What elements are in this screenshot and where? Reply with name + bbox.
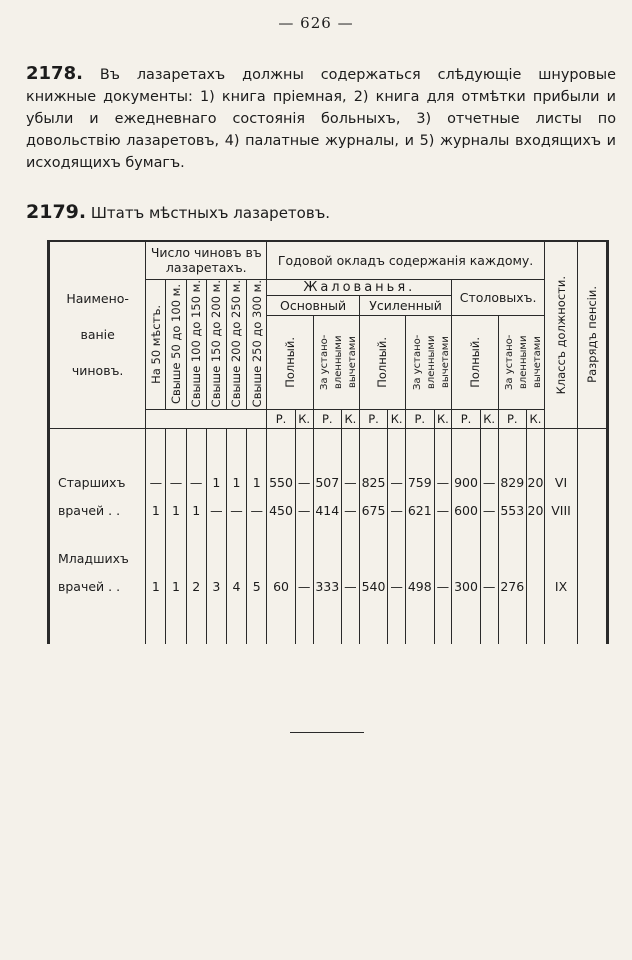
net-col: За устано- вленными вычетами <box>498 315 544 409</box>
unit-kop: К. <box>295 409 313 428</box>
net-col: За устано- вленными вычетами <box>406 315 452 409</box>
unit-kop: К. <box>342 409 360 428</box>
size-col: Свыше 200 до 250 м. <box>226 279 246 409</box>
full-col: Полный. <box>267 315 313 409</box>
unit-rub: Р. <box>406 409 434 428</box>
osnovnoy-header: Основный <box>267 295 360 315</box>
unit-kop: К. <box>434 409 452 428</box>
stolovykh-header: Столовыхъ. <box>452 279 545 315</box>
table-row: Младшихъ <box>49 544 608 572</box>
unit-kop: К. <box>388 409 406 428</box>
full-col: Полный. <box>452 315 498 409</box>
size-col: Свыше 100 до 150 м. <box>186 279 206 409</box>
pension-header: Разрядъ пенсіи. <box>578 241 608 428</box>
full-col: Полный. <box>359 315 405 409</box>
section-divider <box>290 732 364 733</box>
article-2178 <box>26 63 616 174</box>
size-col: На 50 мѣстъ. <box>146 279 166 409</box>
name-header: Наимено- ваніе чиновъ. <box>49 241 146 428</box>
article-2179 <box>26 201 616 224</box>
unit-rub: Р. <box>452 409 480 428</box>
unit-rub: Р. <box>359 409 387 428</box>
unit-blank <box>146 409 267 428</box>
article-number: 2178. <box>26 63 83 84</box>
class-header: Классъ должности. <box>544 241 577 428</box>
unit-kop: К. <box>480 409 498 428</box>
unit-rub: Р. <box>313 409 341 428</box>
unit-kop: К. <box>527 409 545 428</box>
page-number: — 626 — <box>278 14 354 32</box>
salary-header: Годовой окладъ содержанія каждому. <box>267 241 545 279</box>
ranks-count-header: Число чиновъ въ лазаретахъ. <box>146 241 267 279</box>
table-row: врачей . . 1 1 2 3 4 5 60 — 333 — 540 — 498 — 300 — 276 IX <box>49 572 608 600</box>
staff-table <box>47 240 609 660</box>
table-row: врачей . . 1 1 1 — — — 450 — 414 — 675 — 621 — 600 — 553 20 VIII <box>49 496 608 524</box>
unit-rub: Р. <box>267 409 295 428</box>
article-title: Штатъ мѣстныхъ лазаретовъ. <box>90 204 331 222</box>
net-col: За устано- вленными вычетами <box>313 315 359 409</box>
size-col: Свыше 150 до 200 м. <box>206 279 226 409</box>
size-col: Свыше 250 до 300 м. <box>247 279 267 409</box>
zhalovanya-header: Жалованья. <box>267 279 452 295</box>
size-col: Свыше 50 до 100 м. <box>166 279 186 409</box>
unit-rub: Р. <box>498 409 526 428</box>
table-row: Старшихъ — — — 1 1 1 550 — 507 — 825 — 759 — 900 — 829 20 VI <box>49 468 608 496</box>
article-number: 2179. <box>26 201 87 223</box>
usilenny-header: Усиленный <box>359 295 452 315</box>
article-text: Въ лазаретахъ должны содержаться слѣдующіе шнуровые книжные документы: 1) книга пріемная, 2) книга для отмѣтки прибыли и убыли и ежедневнаго состоянія больныхъ, 3) отчетные листы по довольствію лазаретовъ, 4) палатные журналы, и 5) журналы входящихъ и исходящихъ бумагъ. <box>26 67 616 171</box>
